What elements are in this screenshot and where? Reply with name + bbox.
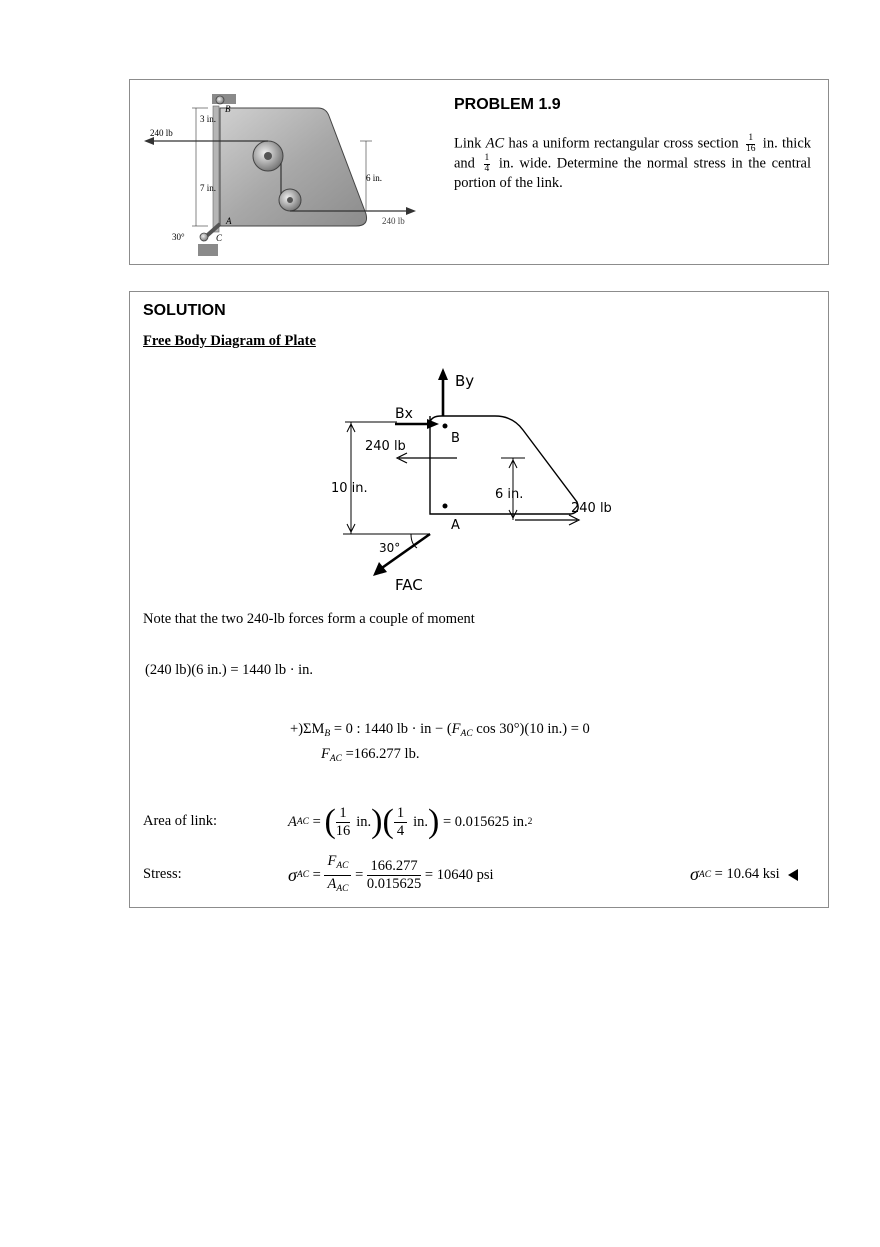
couple-moment: (240 lb)(6 in.) = 1440 lb · in. xyxy=(145,662,314,678)
sum-rest-2: cos 30°)(10 in.) = 0 xyxy=(472,721,590,737)
sum-sub: B xyxy=(324,729,331,739)
stress-fnum-wrap xyxy=(324,853,351,876)
fbd-label-bx: Bx xyxy=(395,406,413,422)
width-num: 1 xyxy=(484,153,490,163)
pulley-upper-hub xyxy=(264,152,272,160)
width-fraction xyxy=(484,154,491,174)
fig-label-a: A xyxy=(226,216,232,226)
pin-c xyxy=(200,233,208,241)
stress-frac-symbolic xyxy=(324,853,351,898)
sum-sigma: ΣM xyxy=(303,721,325,737)
arrow-left-icon xyxy=(144,137,154,145)
problem-text-3: in. xyxy=(762,135,778,152)
stress-label: Stress: xyxy=(143,866,182,882)
bottom-support xyxy=(198,244,218,256)
pin-b xyxy=(216,96,224,104)
fbd-label-6in: 6 in. xyxy=(495,487,524,502)
area-frac-2 xyxy=(394,805,407,840)
arrow-right-icon xyxy=(406,207,416,215)
answer-value: = 10.64 ksi xyxy=(711,866,780,882)
problem-figure xyxy=(138,94,430,260)
fbd-fac-arrow-icon xyxy=(373,562,387,576)
ccw-plus-icon: + xyxy=(290,721,299,737)
fbd-label-by: By xyxy=(455,372,475,390)
solution-title: SOLUTION xyxy=(143,302,226,319)
thickness-num: 1 xyxy=(746,134,756,145)
stress-fden-wrap xyxy=(324,876,351,898)
couple-note: Note that the two 240-lb forces form a couple of moment xyxy=(143,611,475,627)
stress-fnum-sub: AC xyxy=(336,860,349,871)
problem-title: PROBLEM 1.9 xyxy=(454,96,561,113)
answer-sub: AC xyxy=(698,869,712,880)
sum-f-sub: AC xyxy=(460,729,473,739)
fig-label-c: C xyxy=(216,233,223,243)
fbd-point-a xyxy=(443,504,448,509)
link-left xyxy=(213,106,219,232)
area-a-sub: AC xyxy=(296,817,309,827)
area-a: A xyxy=(288,813,297,830)
moment-equation xyxy=(290,721,590,739)
ccw-paren: ) xyxy=(298,721,304,737)
fbd-label-240-right: 240 lb xyxy=(571,501,612,516)
stress-frac-numeric xyxy=(367,858,421,893)
fbd-point-b xyxy=(443,424,448,429)
stress-sub: AC xyxy=(296,870,310,880)
thickness-fraction xyxy=(746,134,756,154)
fig-label-240-left: 240 lb xyxy=(150,128,173,138)
area-result: = 0.015625 in. xyxy=(439,813,528,830)
fbd-label-30: 30° xyxy=(379,541,401,555)
fbd-figure xyxy=(315,366,645,598)
problem-link-name: AC xyxy=(485,135,505,152)
fig-label-3in: 3 in. xyxy=(200,114,217,124)
area-paren-open-1: ( xyxy=(324,803,336,840)
fig-label-240-right: 240 lb xyxy=(382,216,405,226)
area-u2: in. xyxy=(413,813,428,830)
stress-den: 0.015625 xyxy=(366,875,422,892)
stress-sigma: σ xyxy=(288,864,297,885)
fbd-label-240-top: 240 lb xyxy=(365,439,406,454)
area-label: Area of link: xyxy=(143,813,218,829)
area-n2: 1 xyxy=(394,805,407,823)
fig-label-30: 30° xyxy=(172,232,185,242)
width-den: 4 xyxy=(484,163,490,174)
area-eq: = xyxy=(309,813,325,830)
stress-eq2: = xyxy=(351,866,367,883)
fig-label-7in: 7 in. xyxy=(200,183,217,193)
problem-text xyxy=(454,134,811,193)
problem-text-2: has a uniform rectangular cross section xyxy=(508,135,739,152)
fac-value: =166.277 lb. xyxy=(342,746,420,762)
thickness-den: 16 xyxy=(745,143,756,154)
fbd-by-arrow-icon xyxy=(438,368,448,380)
fac-f: F xyxy=(321,746,330,762)
area-paren-close-1: )( xyxy=(371,803,394,840)
stress-num: 166.277 xyxy=(367,858,421,876)
answer-sigma: σ xyxy=(690,864,699,884)
solution-box xyxy=(129,291,829,908)
answer-marker-icon xyxy=(786,868,800,882)
stress-equation xyxy=(288,852,494,895)
pulley-lower-hub xyxy=(287,197,293,203)
stress-fden-sub: AC xyxy=(336,883,349,894)
area-equation xyxy=(288,797,532,847)
stress-fnum: F xyxy=(327,852,337,869)
sum-f: F xyxy=(451,721,461,737)
area-n1: 1 xyxy=(336,805,351,823)
problem-text-1: Link xyxy=(454,135,482,152)
stress-fden: A xyxy=(327,875,337,892)
problem-box xyxy=(129,79,829,265)
area-u1: in. xyxy=(356,813,372,830)
fig-label-6in: 6 in. xyxy=(366,173,383,183)
fbd-label-a: A xyxy=(451,518,460,533)
area-d2: 4 xyxy=(396,822,405,839)
fac-sub: AC xyxy=(329,754,342,764)
fig-label-b: B xyxy=(225,104,231,114)
area-paren-close-2: ) xyxy=(427,803,440,840)
fbd-label-b: B xyxy=(451,431,460,446)
fbd-bx-arrow-icon xyxy=(427,419,439,429)
fbd-label-10in: 10 in. xyxy=(331,481,368,496)
stress-result: = 10640 psi xyxy=(421,866,494,883)
problem-text-4: thick and xyxy=(454,135,812,172)
sum-rest-1: = 0 : 1440 lb · in − ( xyxy=(330,721,452,737)
problem-text-5: in. wide. Determine the normal stress in the central portion of the link. xyxy=(454,155,812,191)
stress-eq: = xyxy=(309,866,325,883)
area-d1: 16 xyxy=(335,822,351,839)
fbd-label-fac: FAC xyxy=(395,576,423,594)
area-frac-1 xyxy=(336,805,351,840)
final-answer xyxy=(690,864,800,885)
fac-result xyxy=(321,746,419,764)
fbd-heading: Free Body Diagram of Plate xyxy=(143,333,316,349)
area-exp: 2 xyxy=(527,817,533,827)
